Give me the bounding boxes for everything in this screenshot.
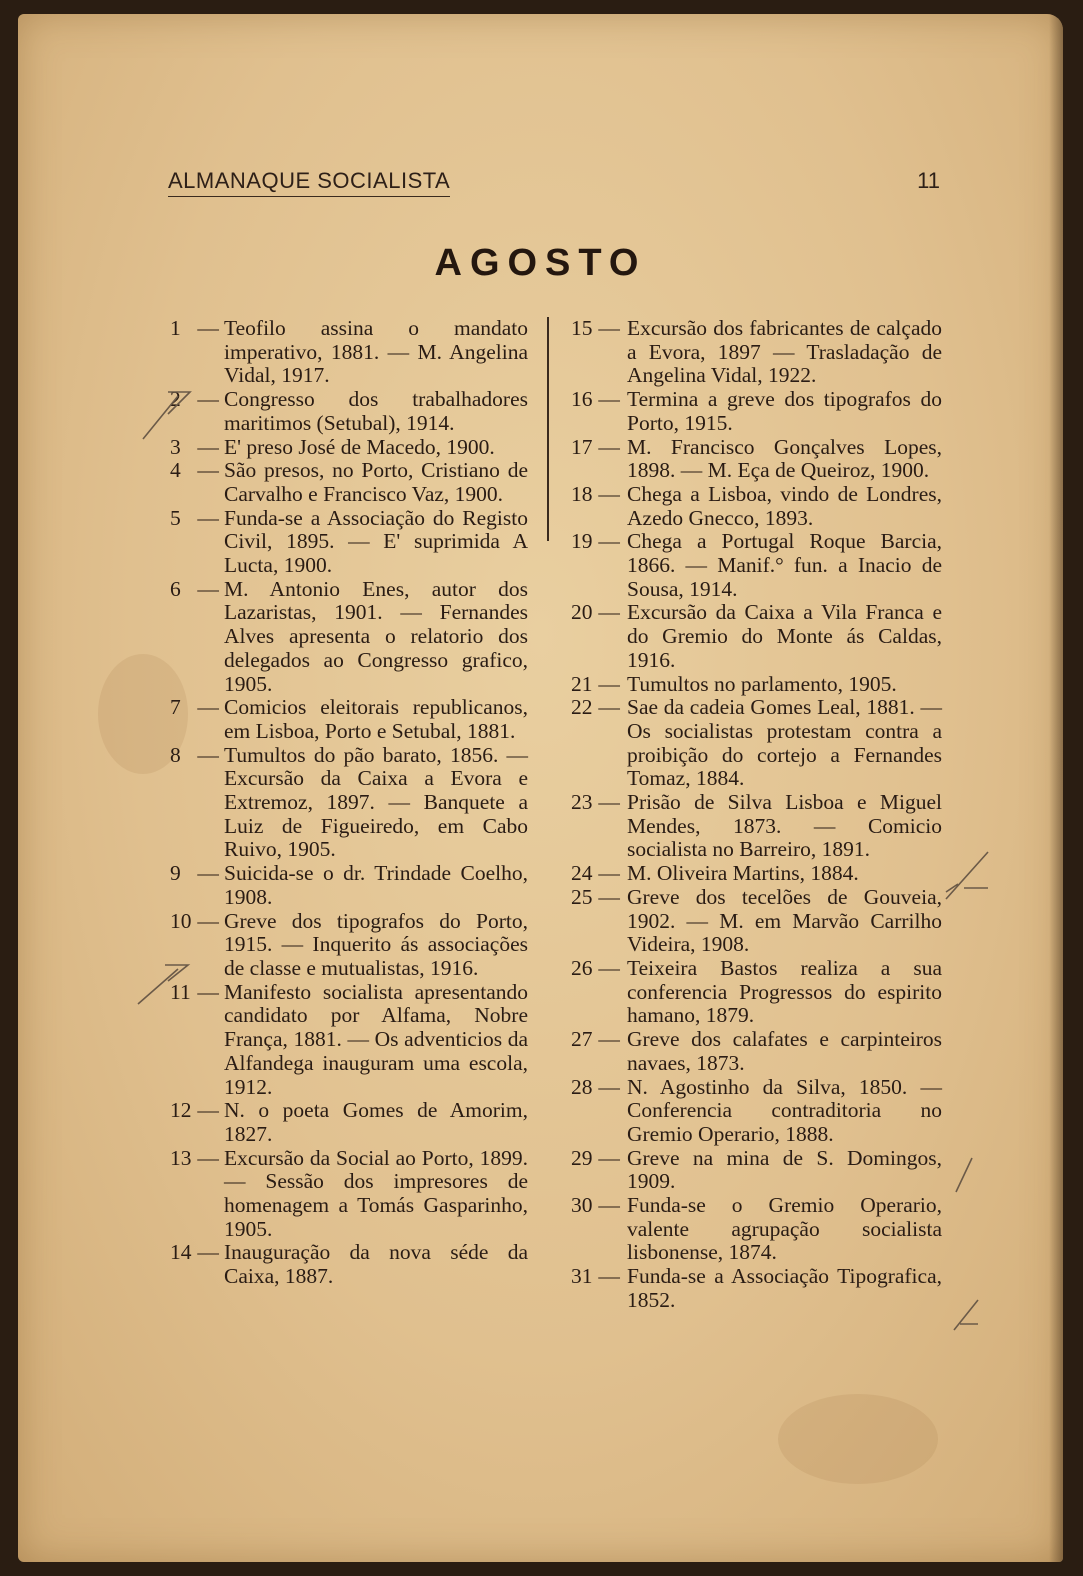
entry-day-label: 16 — xyxy=(571,387,620,412)
entry-text: Tumultos no parlamento, 1905. xyxy=(627,671,897,696)
entry-day-label: 19 — xyxy=(571,529,620,554)
entry-day: 13 xyxy=(170,1145,192,1170)
entry-day-label: 11 — xyxy=(170,979,219,1004)
entry-day: 15 xyxy=(571,316,593,340)
date-entry xyxy=(571,1147,942,1194)
date-entry xyxy=(571,1028,942,1075)
entry-day-label: 20 — xyxy=(571,600,620,625)
entry-day: 22 xyxy=(571,695,593,720)
entry-text: N. Agostinho da Silva, 1850. — Conferencia contraditoria no Gremio Operario, 1888. xyxy=(627,1074,942,1146)
entry-text: N. o poeta Gomes de Amorim, 1827. xyxy=(224,1098,528,1146)
entry-text: Funda-se a Associação do Registo Civil, 1895. — E' suprimida A Lucta, 1900. xyxy=(224,505,528,578)
page-number: 11 xyxy=(917,168,940,193)
entry-text: Funda-se o Gremio Operario, valente agrupação socialista lisbonense, 1874. xyxy=(627,1193,942,1265)
date-entry xyxy=(170,578,528,697)
entry-day: 16 xyxy=(571,387,593,412)
pencil-mark-icon xyxy=(138,384,198,444)
entry-day: 6 xyxy=(170,576,181,601)
almanac-page xyxy=(18,14,1063,1562)
entry-text: São presos, no Porto, Cristiano de Carvalho e Francisco Vaz, 1900. xyxy=(224,458,528,506)
pencil-mark-icon xyxy=(948,1294,988,1334)
entry-text: M. Antonio Enes, autor dos Lazaristas, 1901. — Fernandes Alves apresenta o relatorio dos delegados ao Congresso grafico, 1905. xyxy=(224,576,528,696)
date-entry xyxy=(571,957,942,1028)
entry-text: M. Francisco Gonçalves Lopes, 1898. — M. Eça de Queiroz, 1900. xyxy=(627,434,942,483)
entry-text: Chega a Portugal Roque Barcia, 1866. — Manif.° fun. a Inacio de Sousa, 1914. xyxy=(627,529,942,601)
entry-text: Termina a greve dos tipografos do Porto, 1915. xyxy=(627,387,942,435)
entry-text: Manifesto socialista apresentando candidato por Alfama, Nobre França, 1881. — Os adventicios da Alfandega inauguram uma escola, 1912. xyxy=(224,979,528,1099)
date-entry xyxy=(571,1265,942,1312)
entry-day-label: 24 — xyxy=(571,861,620,886)
month-heading: AGOSTO xyxy=(434,242,647,284)
entry-text: M. Oliveira Martins, 1884. xyxy=(627,861,859,886)
date-entry xyxy=(170,696,528,743)
entry-day-label: 22 — xyxy=(571,695,620,720)
date-entry xyxy=(170,436,528,460)
entry-text: Sae da cadeia Gomes Leal, 1881. — Os socialistas protestam contra a proibição do cortejo a Fernandes Tomaz, 1884. xyxy=(627,695,942,791)
entry-text: Inauguração da nova séde da Caixa, 1887. xyxy=(224,1240,528,1289)
date-entry xyxy=(571,673,942,697)
date-entry xyxy=(170,388,528,435)
date-entry xyxy=(571,1194,942,1265)
entry-text: E' preso José de Macedo, 1900. xyxy=(224,434,495,459)
entry-text: Excursão da Social ao Porto, 1899. — Sessão dos impresores de homenagem a Tomás Gasparinho, 1905. xyxy=(224,1145,528,1241)
entry-day-label: 9 — xyxy=(170,861,219,886)
date-entry xyxy=(571,388,942,435)
entry-day: 1 xyxy=(170,316,181,340)
entry-text: Congresso dos trabalhadores maritimos (Setubal), 1914. xyxy=(224,387,528,435)
entry-day: 12 xyxy=(170,1098,192,1123)
date-entry xyxy=(571,317,942,388)
entry-day: 20 xyxy=(571,600,593,625)
entry-day-label: 14 — xyxy=(170,1240,219,1265)
entry-day-label: 8 — xyxy=(170,742,219,767)
entry-text: Greve dos calafates e carpinteiros navaes, 1873. xyxy=(627,1027,942,1075)
entry-day: 3 xyxy=(170,434,181,459)
entry-day: 21 xyxy=(571,671,593,696)
entry-day: 23 xyxy=(571,790,593,815)
entry-day: 25 xyxy=(571,884,593,909)
paper-stain xyxy=(778,1394,938,1484)
date-entry xyxy=(170,459,528,506)
entry-day: 18 xyxy=(571,481,593,506)
date-entry xyxy=(571,791,942,862)
entry-day-label: 23 — xyxy=(571,790,620,815)
date-entry xyxy=(571,1076,942,1147)
date-entry xyxy=(571,530,942,601)
running-title: ALMANAQUE SOCIALISTA xyxy=(168,168,450,197)
entry-day-label: 21 — xyxy=(571,671,620,696)
entry-day-label: 3 — xyxy=(170,434,219,459)
entry-day-label: 17 — xyxy=(571,434,620,459)
entry-text: Suicida-se o dr. Trindade Coelho, 1908. xyxy=(224,861,528,909)
date-entry xyxy=(170,862,528,909)
entry-day: 17 xyxy=(571,434,593,459)
entry-day-label: 31 — xyxy=(571,1264,620,1289)
entry-day-label: 4 — xyxy=(170,458,219,483)
entry-day: 14 xyxy=(170,1240,192,1265)
entry-day-label: 28 — xyxy=(571,1074,620,1099)
right-column xyxy=(571,317,942,1313)
entry-day-label: 30 — xyxy=(571,1193,620,1218)
entry-day: 2 xyxy=(170,387,181,412)
date-entry xyxy=(170,1241,528,1288)
entry-text: Greve na mina de S. Domingos, 1909. xyxy=(627,1145,942,1194)
date-entry xyxy=(170,507,528,578)
date-entry xyxy=(571,696,942,791)
entry-text: Teixeira Bastos realiza a sua conferencia Progressos do espirito hamano, 1879. xyxy=(627,955,942,1028)
entry-text: Prisão de Silva Lisboa e Miguel Mendes, 1873. — Comicio socialista no Barreiro, 1891. xyxy=(627,790,942,862)
entry-day-label: 18 — xyxy=(571,481,620,506)
date-entry xyxy=(170,981,528,1100)
entry-day: 29 xyxy=(571,1145,593,1170)
entry-text: Comicios eleitorais republicanos, em Lisboa, Porto e Setubal, 1881. xyxy=(224,695,528,743)
entry-day-label: 6 — xyxy=(170,576,219,601)
entry-day: 5 xyxy=(170,505,181,530)
entry-day-label: 29 — xyxy=(571,1145,620,1170)
entry-day-label: 7 — xyxy=(170,695,219,720)
date-entry xyxy=(571,436,942,483)
entry-day-label: 2 — xyxy=(170,387,219,412)
entry-day-label: 15 — xyxy=(571,316,620,340)
entry-text: Greve dos tecelões de Gouveia, 1902. — M. em Marvão Carrilho Videira, 1908. xyxy=(627,884,942,957)
date-entry xyxy=(571,601,942,672)
entry-text: Funda-se a Associação Tipografica, 1852. xyxy=(627,1264,942,1312)
entry-day: 26 xyxy=(571,955,593,980)
entry-day-label: 27 — xyxy=(571,1027,620,1052)
entry-day: 31 xyxy=(571,1264,593,1289)
entry-text: Greve dos tipografos do Porto, 1915. — Inquerito ás associações de classe e mutualistas, 1916. xyxy=(224,908,528,980)
entry-day: 27 xyxy=(571,1027,593,1052)
date-entry xyxy=(170,910,528,981)
date-entry xyxy=(170,1147,528,1242)
entry-day-label: 1 — xyxy=(170,316,219,340)
entry-day: 7 xyxy=(170,695,181,720)
pencil-mark-icon xyxy=(938,844,998,904)
column-divider xyxy=(547,317,549,541)
entry-day: 11 xyxy=(170,979,191,1004)
entry-day: 24 xyxy=(571,861,593,886)
pencil-mark-icon xyxy=(948,1154,978,1194)
running-header xyxy=(168,168,940,202)
entry-day: 4 xyxy=(170,458,181,483)
entry-text: Excursão da Caixa a Vila Franca e do Gremio do Monte ás Caldas, 1916. xyxy=(627,600,942,672)
entry-text: Excursão dos fabricantes de calçado a Evora, 1897 — Trasladação de Angelina Vidal, 1922. xyxy=(627,316,942,388)
entry-day: 19 xyxy=(571,529,593,554)
entry-day: 8 xyxy=(170,742,181,767)
date-entry xyxy=(571,886,942,957)
pencil-mark-icon xyxy=(133,959,193,1009)
entry-text: Teofilo assina o mandato imperativo, 1881. — M. Angelina Vidal, 1917. xyxy=(224,316,528,388)
entry-day: 30 xyxy=(571,1193,593,1218)
entry-day-label: 26 — xyxy=(571,955,620,980)
entry-day-label: 12 — xyxy=(170,1098,219,1123)
date-entry xyxy=(571,862,942,886)
date-entry xyxy=(170,744,528,863)
entry-text: Tumultos do pão barato, 1856. — Excursão da Caixa a Evora e Extremoz, 1897. — Banquete a Luiz de Figueiredo, em Cabo Ruivo, 1905. xyxy=(224,742,528,862)
date-entry xyxy=(170,317,528,388)
entry-text: Chega a Lisboa, vindo de Londres, Azedo Gnecco, 1893. xyxy=(627,481,942,530)
entry-day: 28 xyxy=(571,1074,593,1099)
entry-day-label: 25 — xyxy=(571,884,620,909)
entry-day: 10 xyxy=(170,908,192,933)
left-column xyxy=(170,317,528,1289)
entry-day: 9 xyxy=(170,861,181,886)
date-entry xyxy=(571,483,942,530)
entry-day-label: 10 — xyxy=(170,908,219,933)
date-entry xyxy=(170,1099,528,1146)
entry-day-label: 5 — xyxy=(170,505,219,530)
entry-day-label: 13 — xyxy=(170,1145,219,1170)
